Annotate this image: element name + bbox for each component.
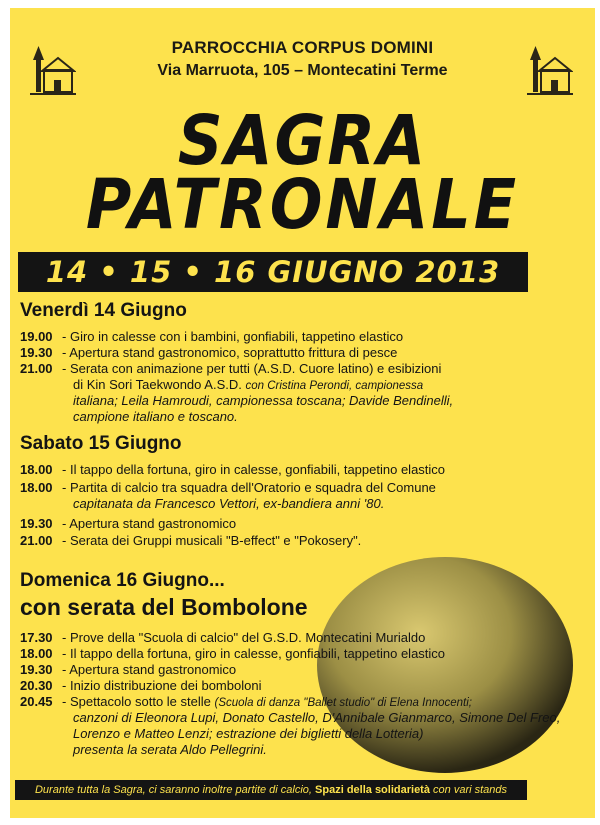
sunday-heading: Domenica 16 Giugno...	[20, 570, 225, 591]
event-detail: canzoni di Eleonora Lupi, Donato Castello, D'Annibale Gianmarco, Simone Del Freo,	[73, 710, 561, 725]
title-line-2: PATRONALE	[85, 164, 520, 245]
list-item: 18.00 - Il tappo della fortuna, giro in calesse, gonfiabili, tappetino elastico	[20, 646, 446, 661]
event-detail: italiana; Leila Hamroudi, campionessa toscana; Davide Bendinelli,	[73, 393, 454, 408]
list-item: 19.30 - Apertura stand gastronomico	[20, 662, 237, 677]
list-item: 19.30 - Apertura stand gastronomico	[20, 516, 237, 531]
friday-heading: Venerdì 14 Giugno	[20, 300, 187, 321]
parish-address: Via Marruota, 105 – Montecatini Terme	[157, 62, 448, 79]
date-banner: 14 • 15 • 16 GIUGNO 2013	[18, 252, 528, 292]
parish-name: PARROCCHIA CORPUS DOMINI	[171, 38, 434, 57]
list-item: 20.30 - Inizio distribuzione dei bomboloni	[20, 678, 262, 693]
saturday-heading: Sabato 15 Giugno	[20, 433, 182, 454]
parish-header	[10, 38, 595, 80]
list-item: 19.30 - Apertura stand gastronomico, soprattutto frittura di pesce	[20, 345, 398, 360]
sunday-subheading: con serata del Bombolone	[20, 594, 308, 620]
list-item: 20.45 - Spettacolo sotto le stelle (Scuola di danza "Ballet studio" di Elena Innocenti;	[20, 694, 472, 709]
list-item: 18.00 - Il tappo della fortuna, giro in calesse, gonfiabili, tappetino elastico	[20, 462, 446, 477]
event-detail: Lorenzo e Matteo Lenzi; estrazione dei biglietti della Lotteria)	[73, 726, 424, 741]
event-detail: capitanata da Francesco Vettori, ex-bandiera anni '80.	[73, 496, 385, 511]
title-line-1: SAGRA	[177, 100, 428, 181]
event-detail: presenta la serata Aldo Pellegrini.	[73, 742, 267, 757]
event-detail: campione italiano e toscano.	[73, 409, 238, 424]
poster	[10, 8, 595, 818]
footer-banner: Durante tutta la Sagra, ci saranno inoltre partite di calcio, Spazi della solidarietà con vari stands	[15, 780, 527, 800]
list-item: 21.00 - Serata con animazione per tutti (A.S.D. Cuore latino) e esibizioni	[20, 361, 442, 376]
event-detail: di Kin Sori Taekwondo A.S.D. con Cristina Perondi, campionessa	[73, 377, 424, 392]
list-item: 19.00 - Giro in calesse con i bambini, gonfiabili, tappetino elastico	[20, 329, 404, 344]
list-item: 17.30 - Prove della "Scuola di calcio" del G.S.D. Montecatini Murialdo	[20, 630, 426, 645]
list-item: 21.00 - Serata dei Gruppi musicali "B-effect" e "Pokosery".	[20, 533, 362, 548]
list-item: 18.00 - Partita di calcio tra squadra dell'Oratorio e squadra del Comune	[20, 480, 436, 495]
